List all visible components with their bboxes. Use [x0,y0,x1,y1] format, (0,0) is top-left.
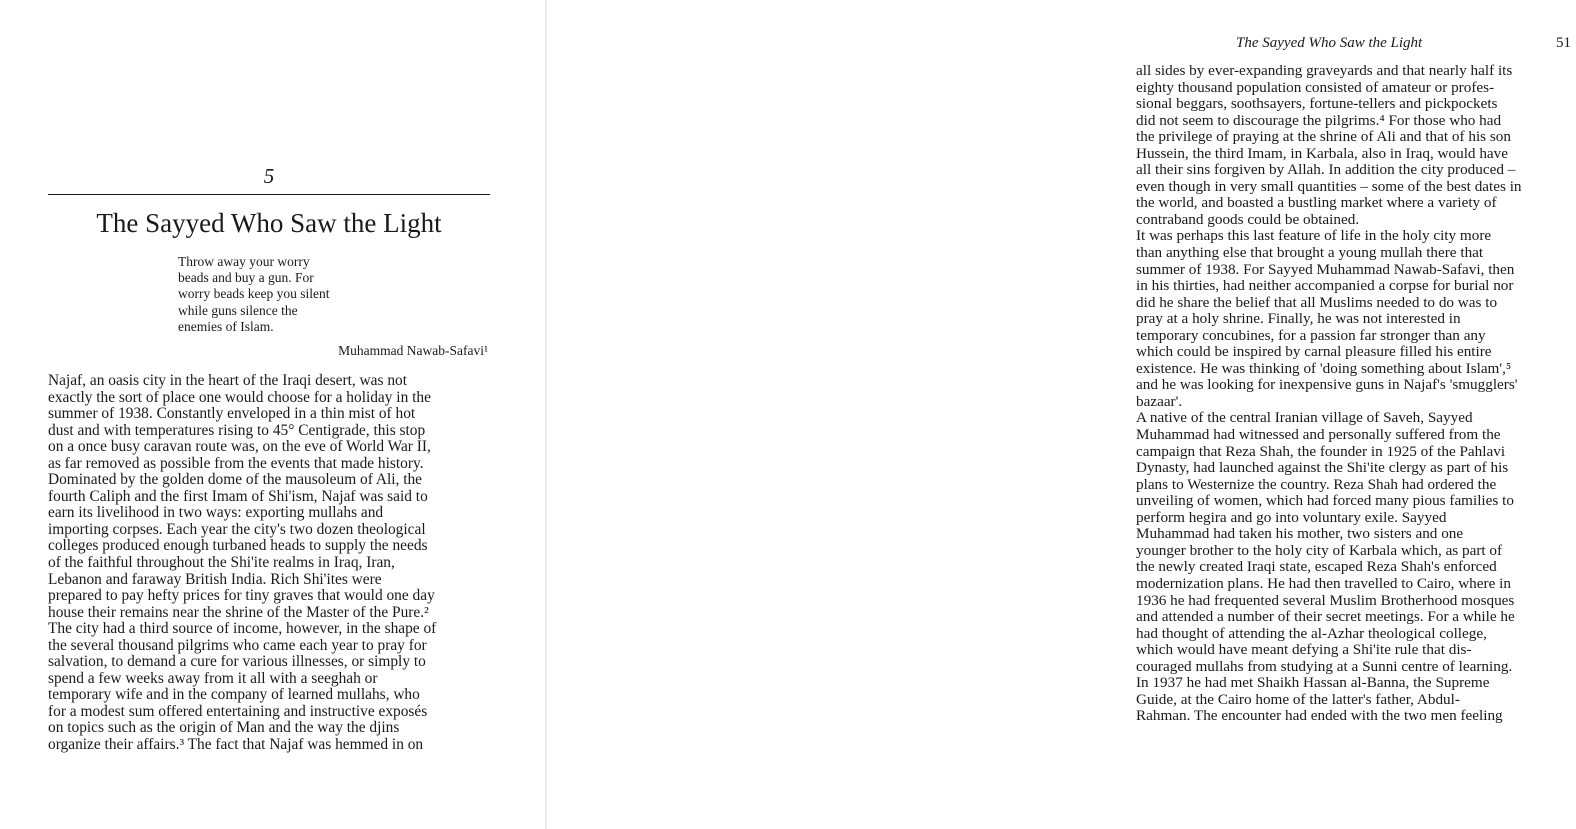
page-number: 51 [1556,35,1571,51]
epigraph-author: Muhammad Nawab-Safavi¹ [338,343,488,358]
epigraph-text: Throw away your worry beads and buy a gun. For worry beads keep you silent while guns silence the enemies of Islam. [178,254,330,334]
left-page-body-text: Najaf, an oasis city in the heart of the Iraqi desert, was not exactly the sort of place one would choose for a holiday in the summer of 1938. Constantly enveloped in a thin mist of hot dust and with temperatures rising to 45° Centigrade, this stop on a once busy caravan route was, on the eve of World War II, as far removed as possible from the events that made history. Dominated by the golden dome of the mausoleum of Ali, the fourth Caliph and the first Imam of Shi'ism, Najaf was said to earn its livelihood in two ways: exporting mullahs and importing corpses. Each year the city's two dozen theological colleges produced enough turbaned heads to supply the needs of the faithful throughout the Shi'ite realms in Iraq, Iran, Lebanon and faraway British India. Rich Shi'ites were prepared to pay hefty prices for tiny graves that would one day house their remains near the shrine of the Master of the Pure.² The city had a third source of income, however, in the shape of the several thousand pilgrims who came each year to pray for salvation, to demand a cure for various illnesses, or simply to spend a few weeks away from it all with a seeghah or temporary wife and in the company of learned mullahs, who for a modest sum offered entertaining and instructive exposés on topics such as the origin of Man and the way the djins organize their affairs.³ The fact that Najaf was hemmed in on [48,372,437,754]
left-page [0,0,546,829]
chapter-divider [48,194,490,195]
right-page-body-text: all sides by ever-expanding graveyards and that nearly half its eighty thousand population consisted of amateur or profes- sional beggars, soothsayers, fortune-tellers and pickpockets did not seem to discourage the pilgrims.⁴ For those who had the privilege of praying at the shrine of Ali and that of his son Hussein, the third Imam, in Karbala, also in Iraq, would have all their sins forgiven by Allah. In addition the city produced – even though in very small quantities – some of the best dates in the world, and boasted a bustling market where a variety of contraband goods could be obtained. It was perhaps this last feature of life in the holy city more than anything else that brought a young mullah there that summer of 1938. For Sayyed Muhammad Nawab-Safavi, then in his thirties, had neither accompanied a corpse for burial nor did he share the belief that all Muslims needed to do was to pray at a holy shrine. Finally, he was not interested in temporary concubines, for a passion far stronger than any which could be inspired by carnal pleasure filled his entire existence. He was thinking of 'doing something about Islam',⁵ and he was looking for inexpensive guns in Najaf's 'smugglers' bazaar'. A native of the central Iranian village of Saveh, Sayyed Muhammad had witnessed and personally suffered from the campaign that Reza Shah, the founder in 1925 of the Pahlavi Dynasty, had launched against the Shi'ite clergy as part of his plans to Westernize the country. Reza Shah had ordered the unveiling of women, which had forced many pious families to perform hegira and go into voluntary exile. Sayyed Muhammad had taken his mother, two sisters and one younger brother to the holy city of Karbala which, as part of the newly created Iraqi state, escaped Reza Shah's enforced modernization plans. He had then travelled to Cairo, where in 1936 he had frequented several Muslim Brotherhood mosques and attended a number of their secret meetings. For a while he had thought of attending the al-Azhar theological college, which would have meant defying a Shi'ite rule that dis- couraged mullahs from studying at a Sunni centre of learning. In 1937 he had met Shaikh Hassan al-Banna, the Supreme Guide, at the Cairo home of the latter's father, Abdul- Rahman. The encounter had ended with the two men feeling [1136,62,1522,725]
chapter-title: The Sayyed Who Saw the Light [96,208,442,238]
running-head: The Sayyed Who Saw the Light [1236,35,1423,51]
right-page [546,0,1571,829]
chapter-number: 5 [263,164,275,188]
